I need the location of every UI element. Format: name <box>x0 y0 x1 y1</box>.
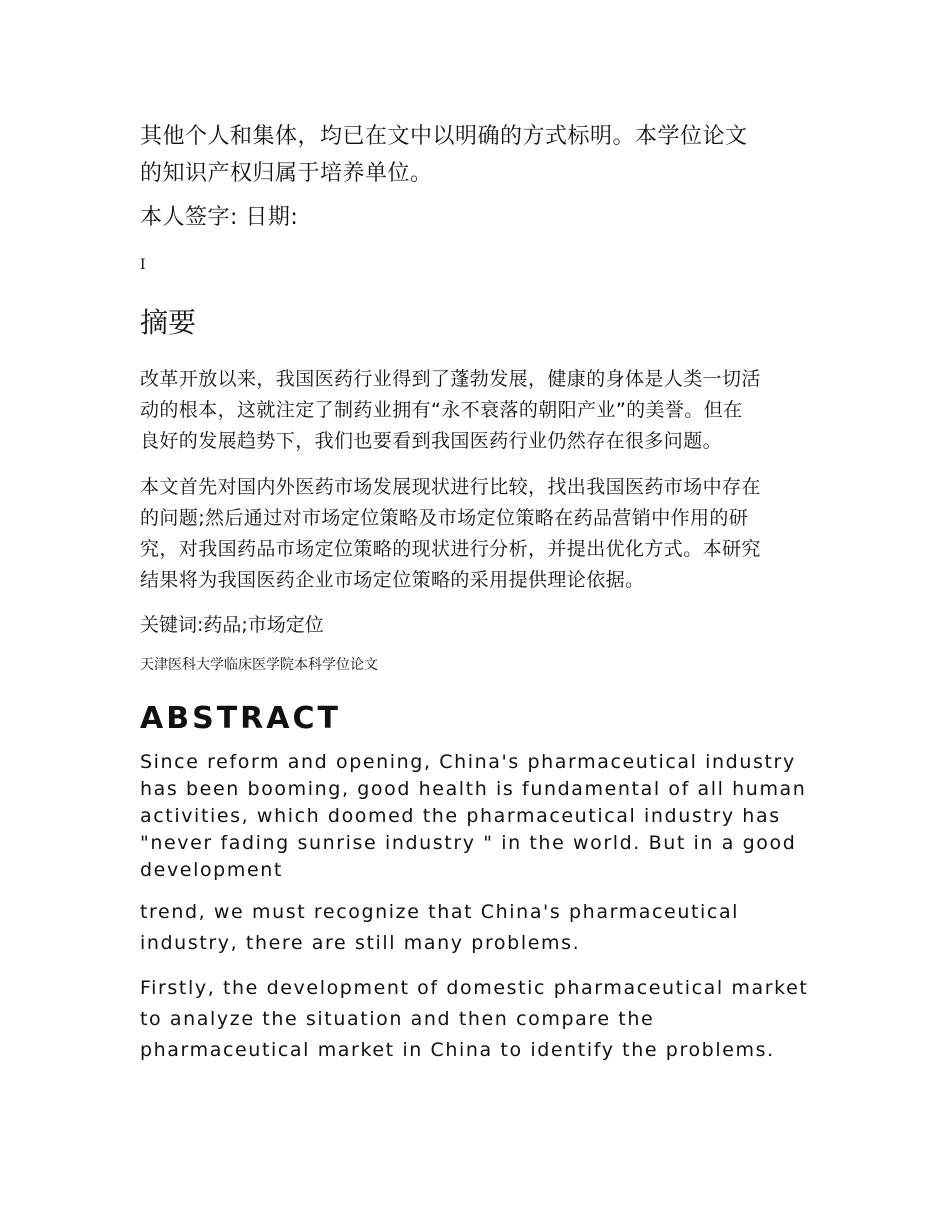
abstract-zh-paragraph <box>140 364 820 457</box>
text-line: 的问题;然后通过对市场定位策略及市场定位策略在药品营销中作用的研 <box>140 507 749 529</box>
text-line: development <box>140 859 283 881</box>
text-line: 良好的发展趋势下，我们也要看到我国医药行业仍然存在很多问题。 <box>140 430 723 452</box>
abstract-zh-paragraph <box>140 472 820 596</box>
running-head: 天津医科大学临床医学院本科学位论文 <box>140 657 378 673</box>
page-number: I <box>140 257 146 273</box>
abstract-en-paragraph <box>140 749 820 884</box>
text-line: 动的根本，这就注定了制药业拥有“永不衰落的朝阳产业”的美誉。但在 <box>140 399 743 421</box>
text-line: 究，对我国药品市场定位策略的现状进行分析，并提出优化方式。本研究 <box>140 538 761 560</box>
text-line: 的知识产权归属于培养单位。 <box>140 161 433 186</box>
abstract-en-paragraph <box>140 973 820 1066</box>
page-content <box>140 118 820 1080</box>
text-line: 改革开放以来，我国医药行业得到了蓬勃发展，健康的身体是人类一切活 <box>140 368 761 390</box>
abstract-en-paragraph <box>140 897 820 959</box>
keywords-line: 关键词:药品;市场定位 <box>140 614 324 636</box>
abstract-en-heading: ABSTRACT <box>140 701 341 736</box>
text-line: 本文首先对国内外医药市场发展现状进行比较，找出我国医药市场中存在 <box>140 476 761 498</box>
text-line: activities, which doomed the pharmaceutical industry has <box>140 805 781 827</box>
signature-date-line: 本人签字: 日期: <box>140 205 299 230</box>
text-line: has been booming, good health is fundamental of all human <box>140 778 807 800</box>
text-line: pharmaceutical market in China to identify the problems. <box>140 1039 775 1061</box>
text-line: 结果将为我国医药企业市场定位策略的采用提供理论依据。 <box>140 569 645 591</box>
text-line: to analyze the situation and then compare the <box>140 1008 655 1030</box>
abstract-zh-heading: 摘要 <box>140 306 197 339</box>
text-line: "never fading sunrise industry " in the world. But in a good <box>140 832 797 854</box>
text-line: 其他个人和集体，均已在文中以明确的方式标明。本学位论文 <box>140 124 748 149</box>
text-line: Firstly, the development of domestic pharmaceutical market <box>140 977 809 999</box>
text-line: trend, we must recognize that China's pharmaceutical <box>140 901 740 923</box>
text-line: industry, there are still many problems. <box>140 932 581 954</box>
declaration-paragraph <box>140 118 820 192</box>
text-line: Since reform and opening, China's pharmaceutical industry <box>140 751 796 773</box>
